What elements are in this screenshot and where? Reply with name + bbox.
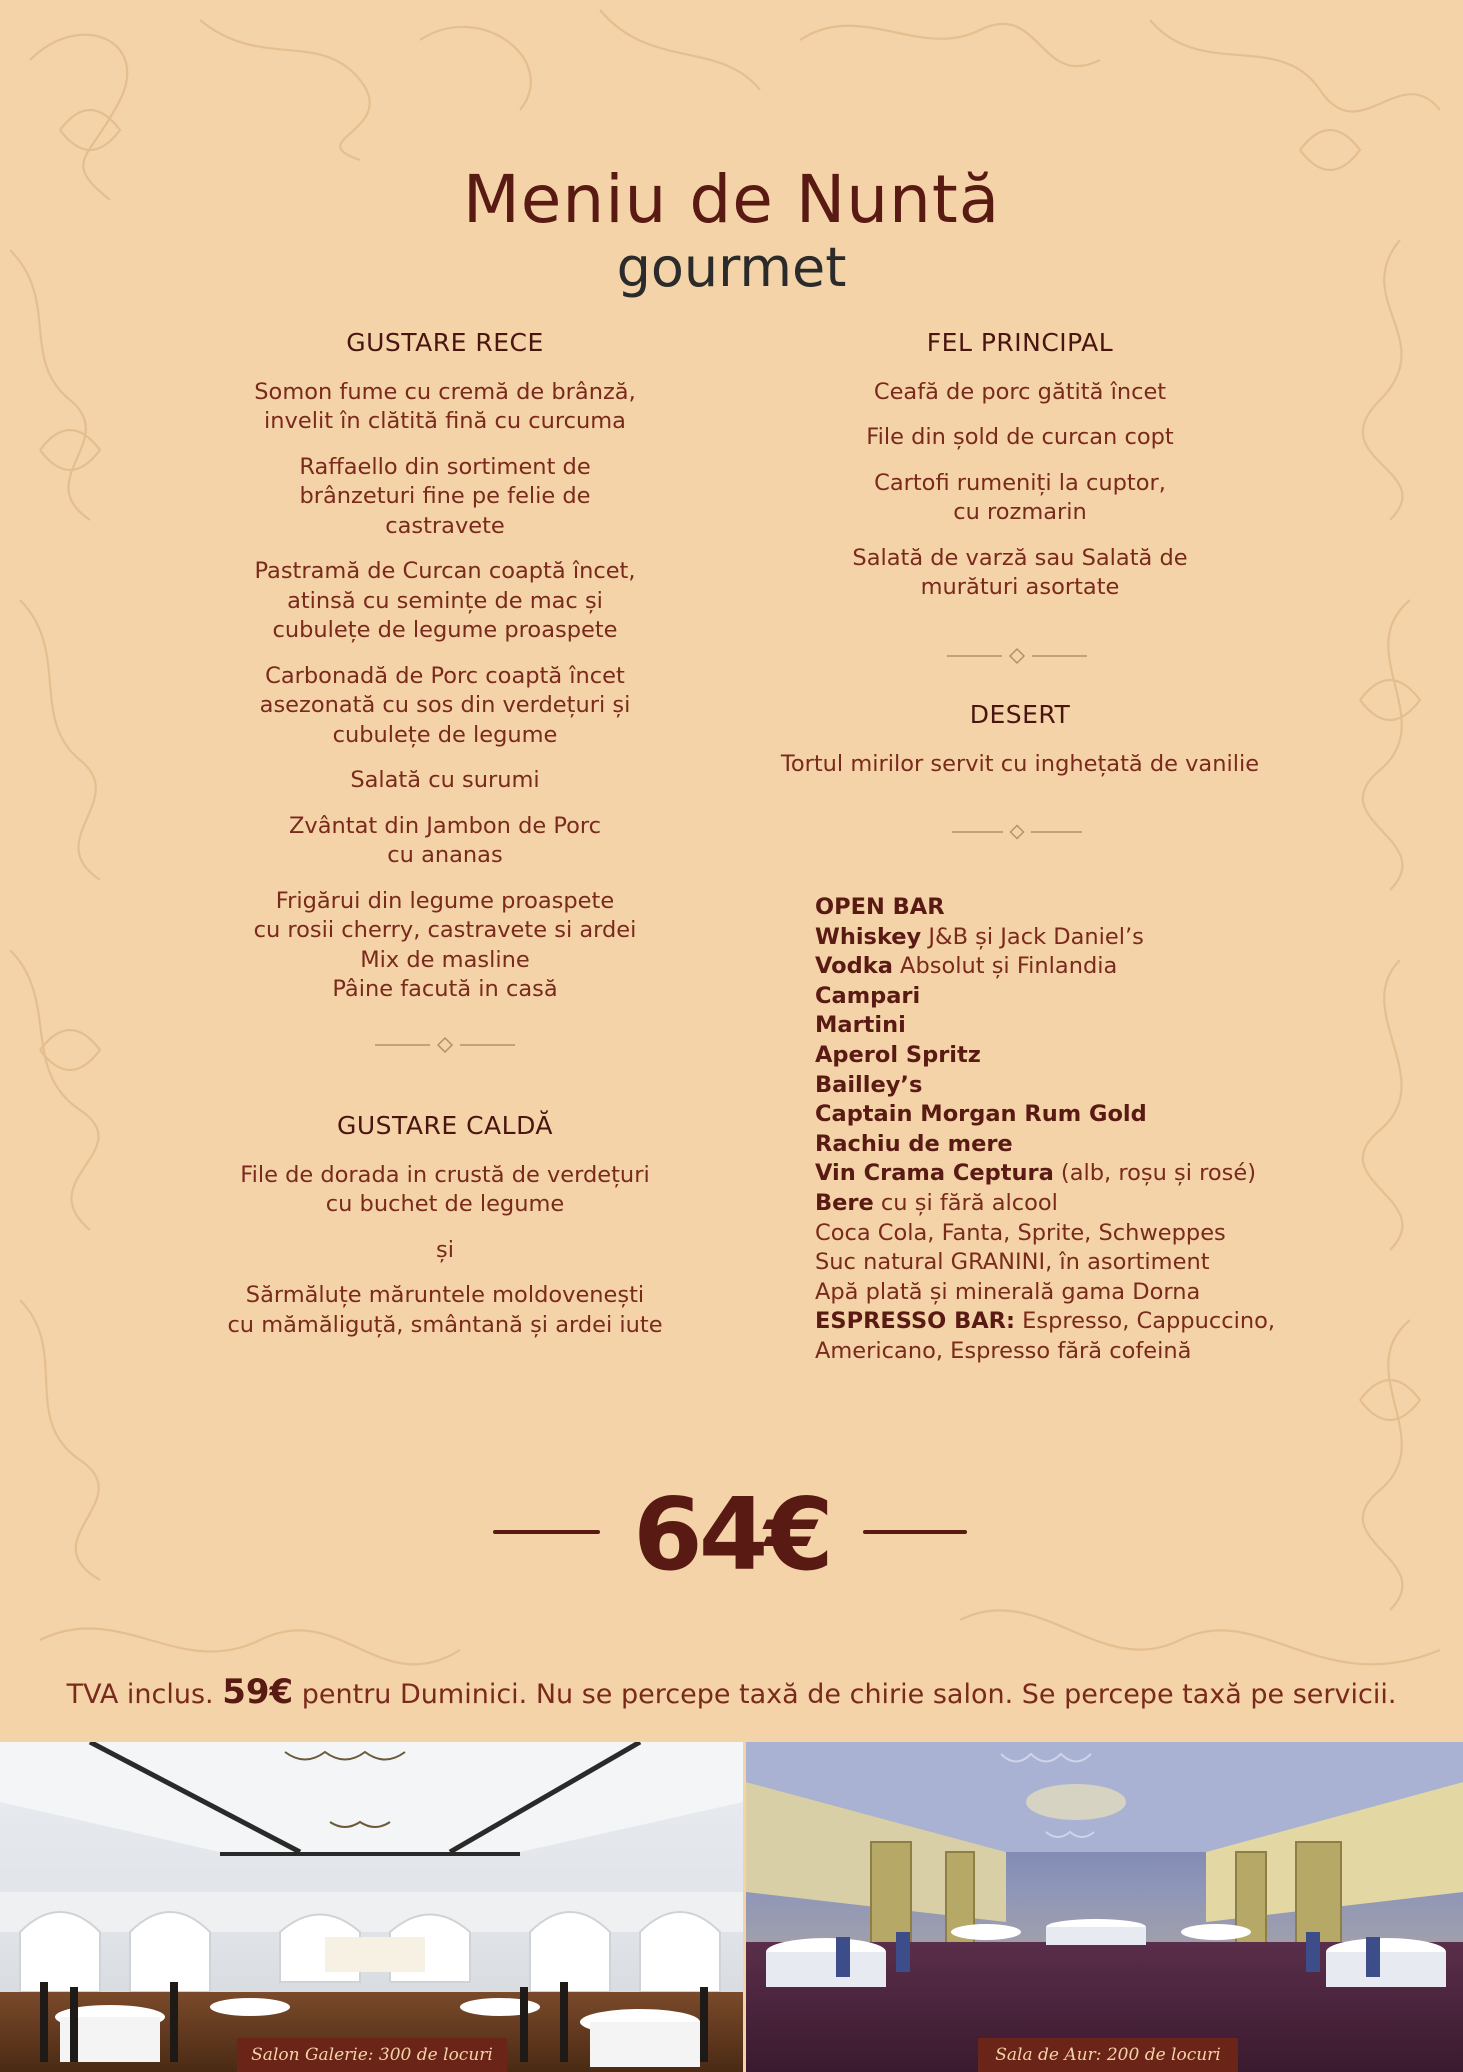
menu-item: Pastramă de Curcan coaptă încet, atinsă cu semințe de mac și cubulețe de legume proaspete	[254, 558, 636, 643]
section-desert	[770, 700, 1270, 795]
bar-line: Whiskey J&B și Jack Daniel’s	[815, 923, 1144, 950]
photo-sala-de-aur	[746, 1742, 1463, 2072]
section-heading: DESERT	[969, 700, 1071, 729]
photo-caption: Sala de Aur: 200 de locuri	[978, 2038, 1238, 2072]
hall-image	[0, 1742, 743, 2072]
bar-line: Captain Morgan Rum Gold	[815, 1101, 1147, 1128]
ornament-divider	[375, 1035, 515, 1055]
bar-line: Suc natural GRANINI, în asortiment	[815, 1249, 1210, 1276]
photo-caption: Salon Galerie: 300 de locuri	[237, 2038, 507, 2072]
section-heading: FEL PRINCIPAL	[926, 328, 1114, 357]
section-gustare-rece	[205, 328, 685, 1021]
bar-line: Campari	[815, 982, 921, 1009]
photo-salon-galerie	[0, 1742, 743, 2072]
menu-item: Frigărui din legume proaspete cu rosii cherry, castravete si ardei Mix de masline Pâine facută in casă	[253, 887, 637, 1002]
menu-item: Carbonadă de Porc coaptă încet asezonată cu sos din verdețuri și cubulețe de legume	[259, 662, 631, 748]
page-title: Meniu de Nuntă	[462, 161, 1001, 238]
menu-item: Raffaello din sortiment de brânzeturi fine pe felie de castravete	[299, 453, 591, 539]
bar-line: ESPRESSO BAR: Espresso, Cappuccino,	[815, 1308, 1275, 1335]
bar-line: Apă plată și minerală gama Dorna	[815, 1278, 1201, 1305]
bar-line: Bailley’s	[815, 1071, 923, 1098]
bar-line: Vodka Absolut și Finlandia	[815, 953, 1118, 980]
menu-item: și	[436, 1236, 454, 1263]
bar-line: Aperol Spritz	[815, 1041, 981, 1068]
section-open-bar	[815, 893, 1275, 1367]
bar-line: Vin Crama Ceptura (alb, roșu și rosé)	[815, 1160, 1256, 1187]
menu-item: Zvântat din Jambon de Porc cu ananas	[288, 812, 602, 868]
section-fel-principal	[770, 328, 1270, 619]
price-line-right	[863, 1530, 967, 1534]
section-gustare-calda	[205, 1111, 685, 1356]
ornament-divider	[952, 822, 1082, 842]
menu-item: Somon fume cu cremă de brânză, invelit în clătită fină cu curcuma	[254, 378, 636, 434]
sunday-price: 59€	[222, 1672, 294, 1712]
section-heading: GUSTARE RECE	[346, 328, 544, 357]
price-main: 64€	[633, 1476, 830, 1593]
bar-line: Martini	[815, 1012, 906, 1039]
bar-line: Rachiu de mere	[815, 1130, 1013, 1157]
hall-image	[746, 1742, 1463, 2072]
menu-item: Cartofi rumeniți la cuptor, cu rozmarin	[874, 469, 1166, 525]
section-heading: GUSTARE CALDĂ	[337, 1111, 553, 1140]
page-subtitle: gourmet	[616, 236, 847, 299]
menu-item: File de dorada in crustă de verdețuri cu buchet de legume	[240, 1161, 650, 1217]
menu-item: Sărmăluțe măruntele moldovenești cu mămăliguță, smântană și ardei iute	[227, 1282, 663, 1338]
bar-line: Bere cu și fără alcool	[815, 1189, 1058, 1216]
ornament-divider	[947, 646, 1087, 666]
menu-item: Salată cu surumi	[350, 767, 540, 793]
menu-item: Ceafă de porc gătită încet	[873, 378, 1167, 405]
menu-item: Tortul mirilor servit cu inghețată de vanilie	[780, 750, 1260, 777]
footer-note: TVA inclus. 59€ pentru Duminici. Nu se percepe taxă de chirie salon. Se percepe taxă pe servicii.	[66, 1672, 1397, 1712]
open-bar-heading: OPEN BAR	[815, 894, 945, 920]
bar-line: Americano, Espresso fără cofeină	[815, 1337, 1192, 1364]
menu-item: File din șold de curcan copt	[866, 424, 1174, 450]
menu-item: Salată de varză sau Salată de murături asortate	[852, 544, 1188, 600]
bar-line: Coca Cola, Fanta, Sprite, Schweppes	[815, 1219, 1226, 1246]
